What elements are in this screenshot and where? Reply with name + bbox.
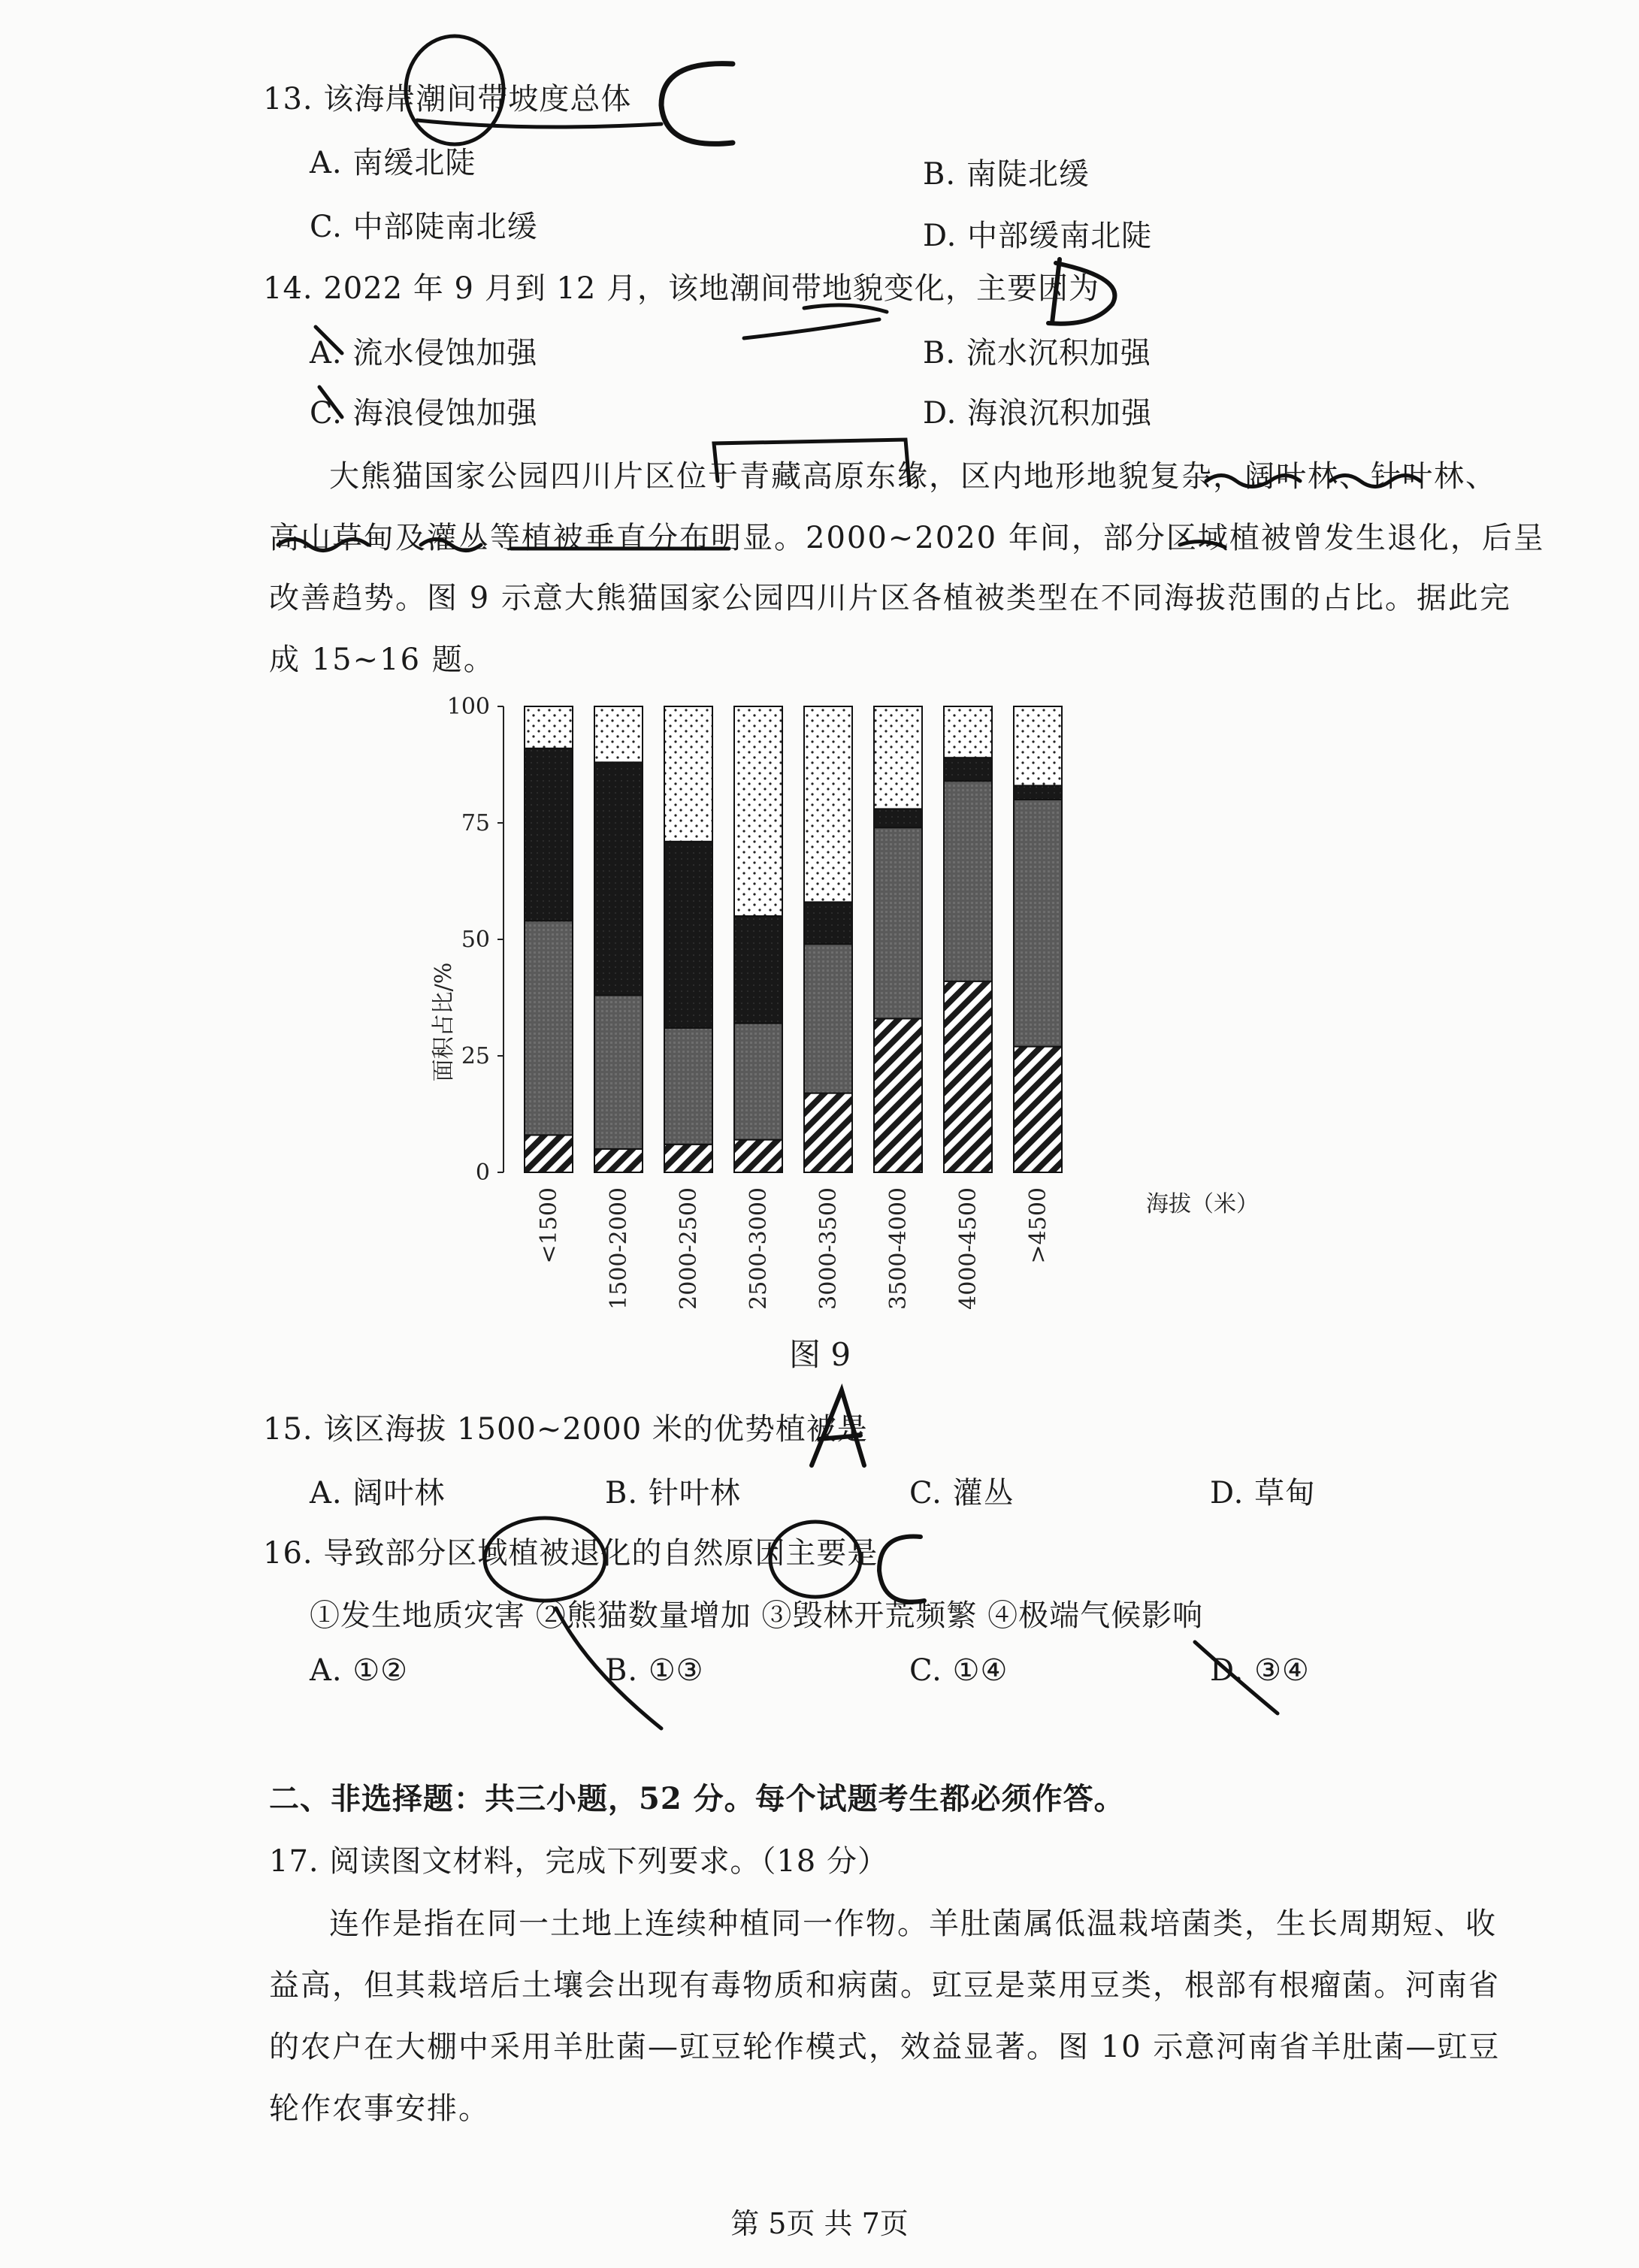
q13-option-c: C. 中部陡南北缓 — [310, 210, 538, 244]
q14-stem: 14. 2022 年 9 月到 12 月，该地潮间带地貌变化，主要因为 — [263, 271, 1100, 306]
q14-option-d: D. 海浪沉积加强 — [923, 396, 1153, 431]
q13-option-a: A. 南缓北陡 — [310, 146, 476, 180]
bar-segment-black — [525, 748, 573, 921]
q15-option-d: D. 草甸 — [1210, 1476, 1317, 1510]
q13-option-b: B. 南陡北缓 — [923, 157, 1090, 192]
x-tick-label: 2500-3000 — [745, 1187, 772, 1310]
x-tick-label: 3500-4000 — [885, 1187, 912, 1310]
bar-segment-black — [664, 842, 712, 1028]
bar-segment-gray — [594, 995, 643, 1149]
q17-passage-line-2: 益高，但其栽培后土壤会出现有毒物质和病菌。豇豆是菜用豆类，根部有根瘤菌。河南省 — [269, 1968, 1500, 2003]
vegetation-stacked-bar-chart — [421, 676, 1293, 1338]
q14-option-b: B. 流水沉积加强 — [923, 336, 1151, 370]
bar-segment-black — [594, 762, 643, 995]
y-tick-label: 0 — [475, 1160, 490, 1186]
bar-segment-dots — [944, 706, 992, 758]
x-tick-label: 2000-2500 — [676, 1187, 702, 1310]
bar-segment-hatch — [804, 1093, 852, 1172]
bar-segment-dots — [525, 706, 573, 748]
x-axis-ticks — [536, 1187, 1051, 1310]
q16-stem: 16. 导致部分区域植被退化的自然原因主要是 — [263, 1536, 878, 1571]
passage-line-2: 高山草甸及灌丛等植被垂直分布明显。2000~2020 年间，部分区域植被曾发生退化，后呈 — [269, 521, 1545, 555]
q17-passage-line-1: 连作是指在同一土地上连续种植同一作物。羊肚菌属低温栽培菌类，生长周期短、收 — [329, 1907, 1497, 1941]
q17-stem: 17. 阅读图文材料，完成下列要求。（18 分） — [269, 1844, 888, 1879]
x-tick-label: 4000-4500 — [955, 1187, 981, 1310]
q14-arrow-mark — [744, 319, 879, 338]
y-axis — [447, 694, 503, 1186]
x-tick-label: >4500 — [1025, 1187, 1051, 1264]
bar-segment-black — [874, 809, 922, 827]
q16-option-d: D. ③④ — [1210, 1653, 1310, 1688]
x-axis-label: 海拔（米） — [1146, 1191, 1259, 1217]
passage-line-4: 成 15~16 题。 — [269, 643, 495, 677]
x-tick-label: 1500-2000 — [606, 1187, 632, 1310]
y-axis-label: 面积占比/% — [431, 962, 457, 1082]
bar-segment-hatch — [734, 1140, 782, 1172]
q13-underline-mark — [417, 120, 661, 127]
bar-segment-gray — [804, 944, 852, 1093]
bar-segment-gray — [944, 781, 992, 981]
passage-line-1: 大熊猫国家公园四川片区位于青藏高原东缘，区内地形地貌复杂，阔叶林、针叶林、 — [329, 459, 1497, 494]
bar-segment-hatch — [525, 1135, 573, 1172]
q16-option-b: B. ①③ — [605, 1653, 704, 1688]
q17-passage-line-3: 的农户在大棚中采用羊肚菌—豇豆轮作模式，效益显著。图 10 示意河南省羊肚菌—豇豆 — [269, 2030, 1501, 2064]
bar-segment-black — [734, 916, 782, 1024]
bar-segment-dots — [804, 706, 852, 902]
q13-option-d: D. 中部缓南北陡 — [923, 219, 1153, 253]
bar-segment-dots — [1014, 706, 1062, 785]
q13-answer-c-mark — [661, 64, 733, 144]
bar-segment-hatch — [664, 1145, 712, 1172]
q15-stem: 15. 该区海拔 1500~2000 米的优势植被是 — [263, 1412, 868, 1447]
bars-group — [525, 706, 1062, 1172]
bar-segment-black — [944, 758, 992, 781]
bar-segment-gray — [1014, 800, 1062, 1047]
bar-segment-dots — [664, 706, 712, 842]
q14-option-a: A. 流水侵蚀加强 — [310, 336, 538, 370]
section2-heading: 二、非选择题：共三小题，52 分。每个试题考生都必须作答。 — [269, 1781, 1125, 1816]
page-footer: 第 5页 共 7页 — [730, 2207, 909, 2240]
q17-passage-line-4: 轮作农事安排。 — [269, 2091, 490, 2126]
bar-segment-hatch — [594, 1149, 643, 1172]
q15-option-a: A. 阔叶林 — [310, 1476, 446, 1510]
q16-items: ①发生地质灾害 ②熊猫数量增加 ③毁林开荒频繁 ④极端气候影响 — [310, 1598, 1204, 1633]
bar-segment-gray — [874, 827, 922, 1018]
q15-option-b: B. 针叶林 — [605, 1476, 741, 1510]
q14-option-c: C. 海浪侵蚀加强 — [310, 396, 538, 431]
q16-option-c: C. ①④ — [909, 1653, 1008, 1688]
bar-segment-hatch — [874, 1018, 922, 1172]
y-tick-label: 25 — [461, 1043, 490, 1069]
bar-segment-hatch — [944, 981, 992, 1172]
x-tick-label: <1500 — [536, 1187, 562, 1264]
bar-segment-black — [804, 902, 852, 944]
bar-segment-gray — [664, 1028, 712, 1145]
bar-segment-gray — [734, 1024, 782, 1140]
q16-option-a: A. ①② — [310, 1653, 409, 1688]
y-tick-label: 100 — [446, 694, 490, 720]
q13-stem: 13. 该海岸潮间带坡度总体 — [263, 82, 632, 116]
x-tick-label: 3000-3500 — [815, 1187, 842, 1310]
bar-segment-hatch — [1014, 1047, 1062, 1172]
passage-line-3: 改善趋势。图 9 示意大熊猫国家公园四川片区各植被类型在不同海拔范围的占比。据此完 — [269, 581, 1511, 615]
y-tick-label: 75 — [461, 810, 490, 836]
figure-caption: 图 9 — [789, 1336, 851, 1373]
q15-option-c: C. 灌丛 — [909, 1476, 1015, 1510]
bar-segment-black — [1014, 785, 1062, 800]
bar-segment-dots — [874, 706, 922, 809]
y-tick-label: 50 — [461, 927, 490, 953]
bar-segment-dots — [594, 706, 643, 762]
bar-segment-gray — [525, 921, 573, 1135]
bar-segment-dots — [734, 706, 782, 916]
